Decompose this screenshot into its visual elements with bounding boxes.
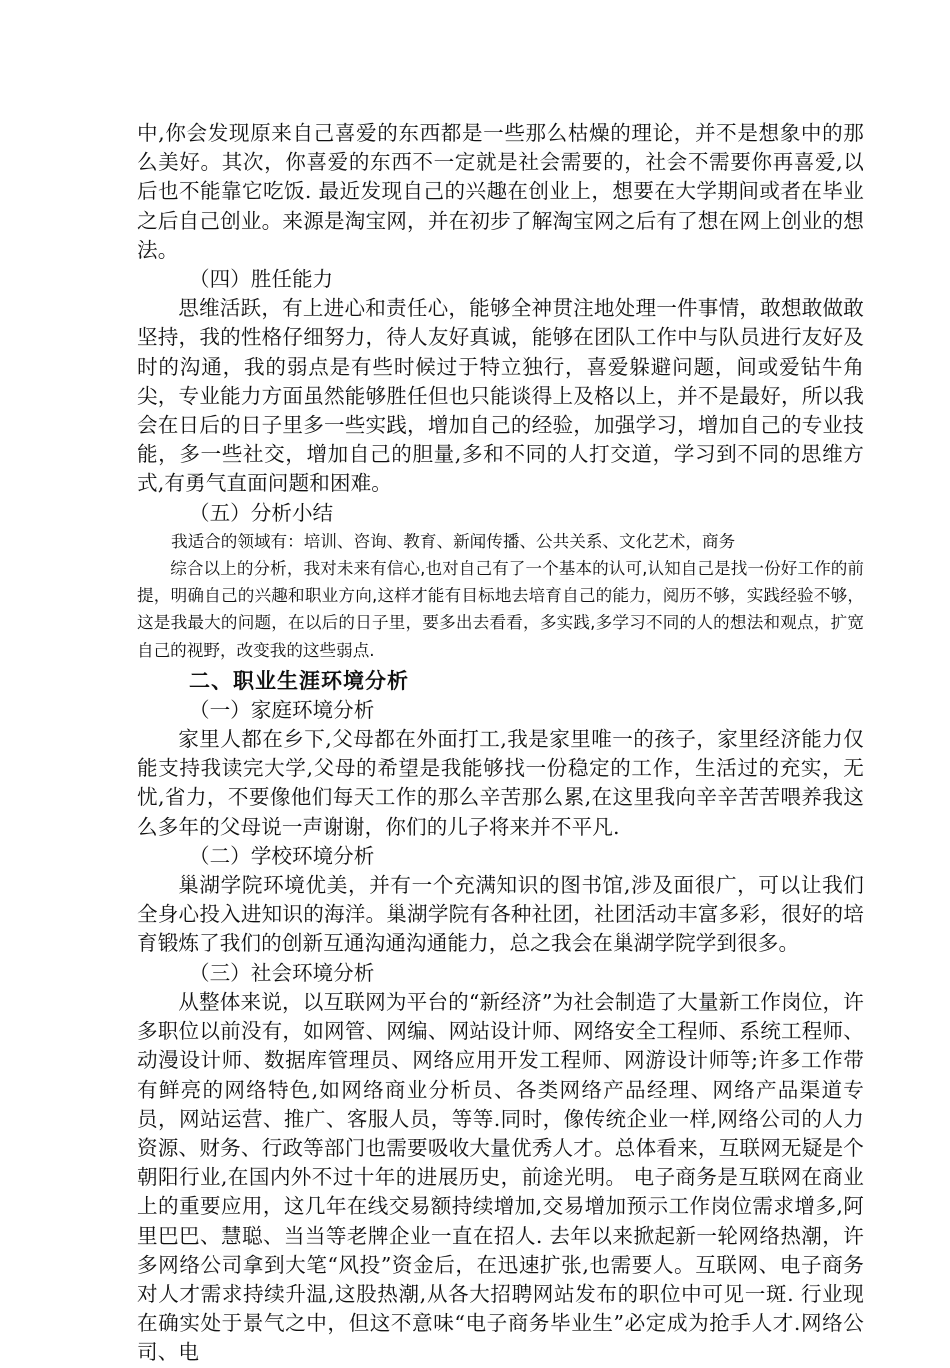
- section-heading-summary: （五）分析小结: [189, 500, 334, 525]
- document-body: [137, 119, 864, 1368]
- paragraph-competence: 思维活跃，有上进心和责任心，能够全神贯注地处理一件事情，敢想敢做敢坚持，我的性格仔细努力，待人友好真诚，能够在团队工作中与队员进行友好及时的沟通，我的弱点是有些时候过于特立独行，喜爱躲避问题，间或爱钻牛角尖，专业能力方面虽然能够胜任但也只能谈得上及格以上，并不是最好，所以我会在日后的日子里多一些实践，增加自己的经验，加强学习，增加自己的专业技能，多一些社交，增加自己的胆量,多和不同的人打交道，学习到不同的思维方式,有勇气直面问题和困难。: [137, 296, 864, 496]
- paragraph-society: 从整体来说，以互联网为平台的“新经济”为社会制造了大量新工作岗位，许多职位以前没有，如网管、网编、网站设计师、网络安全工程师、系统工程师、动漫设计师、数据库管理员、网络应用开发工程师、网游设计师等;许多工作带有鲜亮的网络特色,如网络商业分析员、各类网络产品经理、网络产品渠道专员，网站运营、推广、客服人员，等等.同时，像传统企业一样,网络公司的人力资源、财务、行政等部门也需要吸收大量优秀人才。总体看来，互联网无疑是个朝阳行业,在国内外不过十年的进展历史，前途光明。 电子商务是互联网在商业上的重要应用，这几年在线交易额持续增加,交易增加预示工作岗位需求增多,阿里巴巴、慧聪、当当等老牌企业一直在招人. 去年以来掀起新一轮网络热潮，许多网络公司拿到大笔“风投”资金后，在迅速扩张,也需要人。互联网、电子商务对人才需求持续升温,这股热潮,从各大招聘网站发布的职位中可见一斑. 行业现在确实处于景气之中，但这不意味“电子商务毕业生”必定成为抢手人才.网络公司、电: [137, 989, 864, 1365]
- section-heading-competence: （四）胜任能力: [189, 267, 334, 292]
- paragraph-family: 家里人都在乡下,父母都在外面打工,我是家里唯一的孩子，家里经济能力仅能支持我读完大学,父母的希望是我能够找一份稳定的工作，生活过的充实，无忧,省力，不要像他们每天工作的那么辛苦那么累,在这里我向辛辛苦苦喂养我这么多年的父母说一声谢谢，你们的儿子将来并不平凡.: [137, 727, 864, 839]
- section-heading-family: （一）家庭环境分析: [189, 697, 375, 722]
- section-heading-school: （二）学校环境分析: [189, 843, 375, 868]
- paragraph-interest-continued: 中,你会发现原来自己喜爱的东西都是一些那么枯燥的理论，并不是想象中的那么美好。其次，你喜爱的东西不一定就是社会需要的，社会不需要你再喜爱,以后也不能靠它吃饭. 最近发现自己的兴趣在创业上，想要在大学期间或者在毕业之后自己创业。来源是淘宝网，并在初步了解淘宝网之后有了想在网上创业的想法。: [137, 121, 864, 262]
- paragraph-school: 巢湖学院环境优美，并有一个充满知识的图书馆,涉及面很广，可以让我们全身心投入进知识的海洋。巢湖学院有各种社团，社团活动丰富多彩，很好的培育锻炼了我们的创新互通沟通沟通能力，总之我会在巢湖学院学到很多。: [137, 873, 864, 956]
- chapter-heading-environment: 二、职业生涯环境分析: [189, 668, 409, 693]
- section-heading-society: （三）社会环境分析: [189, 960, 375, 985]
- paragraph-suitable-fields: 我适合的领域有：培训、咨询、教育、新闻传播、公共关系、文化艺术，商务: [171, 531, 736, 551]
- paragraph-summary: 综合以上的分析，我对未来有信心,也对自己有了一个基本的认可,认知自己是找一份好工作的前提，明确自己的兴趣和职业方向,这样才能有目标地去培育自己的能力，阅历不够，实践经验不够，这是我最大的问题，在以后的日子里，要多出去看看，多实践,多学习不同的人的想法和观点，扩宽自己的视野，改变我的这些弱点.: [137, 559, 864, 660]
